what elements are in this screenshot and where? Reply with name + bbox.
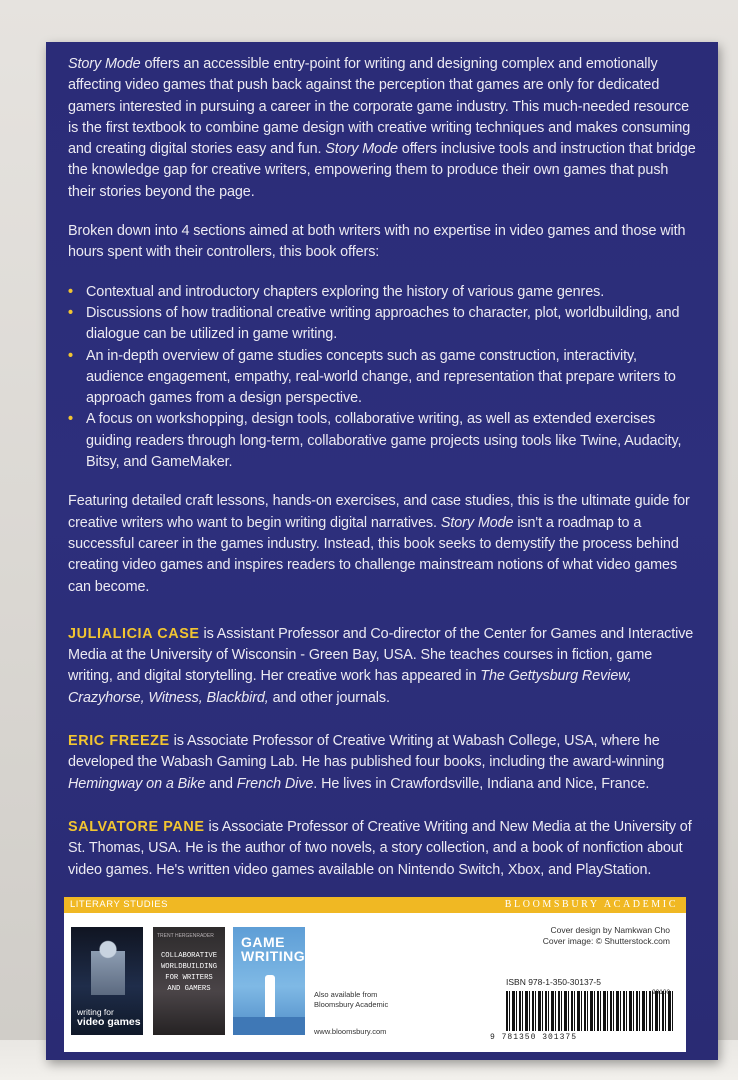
bio-text-1: is Assistant Professor and Co-director of the Center for Games and Interactive Media at the University of Wisconsin - Green Bay, USA. She teaches courses in fiction, game writing, and digital storytelling. Her creative work has appeared in xyxy=(68,625,694,685)
lighthouse-illustration xyxy=(265,975,275,1019)
sections-paragraph: Broken down into 4 sections aimed at both writers with no expertise in video games and those with hours spent with their controllers, this book offers: xyxy=(68,223,686,261)
list-item xyxy=(68,409,696,473)
book-back-cover xyxy=(46,42,718,1060)
publisher-footer xyxy=(64,897,686,1052)
barcode-number: 9 781350 301375 xyxy=(490,1033,578,1042)
list-item-text: Discussions of how traditional creative writing approaches to character, plot, worldbuilding, and dialogue can be utilized in game writing. xyxy=(86,304,680,343)
featuring-text-1: Featuring detailed craft lessons, hands-on exercises, and case studies, this is the ultimate guide for creative writers who want to begin writing digital narratives. xyxy=(68,493,690,531)
sea-illustration xyxy=(233,1017,305,1035)
author-bio-freeze xyxy=(68,731,696,795)
isbn-label: ISBN 978-1-350-30137-5 xyxy=(506,977,601,987)
design-credit: Cover design by Namkwan Cho xyxy=(550,925,670,935)
barcode-addon: 90100 xyxy=(652,989,671,996)
bullet-icon: • xyxy=(68,304,73,321)
barcode-graphic xyxy=(506,991,674,1031)
intro-paragraph xyxy=(68,54,696,203)
bullet-icon: • xyxy=(68,283,73,300)
cover-title: COLLABORATIVE WORLDBUILDING FOR WRITERS AND GAMERS xyxy=(160,952,218,993)
bullet-icon: • xyxy=(68,347,73,364)
related-book-cover xyxy=(153,927,225,1035)
bio-text: is Associate Professor of Creative Writing and New Media at the University of St. Thomas, USA. He is the author of two novels, a story collection, and a book of nonfiction about video games. He's written video games available on Nintendo Switch, Xbox, and PlayStation. xyxy=(68,818,692,878)
cover-author: TRENT HERGENRADER xyxy=(157,933,214,939)
also-available-text: Also available from Bloomsbury Academic xyxy=(314,990,389,1009)
journal-list: The Gettysburg Review, Crazyhorse, Witness, Blackbird, xyxy=(68,668,632,706)
image-credit: Cover image: © Shutterstock.com xyxy=(542,936,670,946)
list-item-text: An in-depth overview of game studies concepts such as game construction, interactivity, audience engagement, empathy, real-world change, and representation that prepare writers to approach games from a design perspective. xyxy=(86,347,676,407)
related-book-cover xyxy=(71,927,143,1035)
cover-title: GAME WRITING xyxy=(241,934,305,964)
book-title-mention: Story Mode xyxy=(68,56,141,72)
bio-text-1: is Associate Professor of Creative Writing at Wabash College, USA, where he developed the Wabash Gaming Lab. He has published four books, including the award-winning xyxy=(68,733,665,771)
feature-list xyxy=(68,282,696,474)
bio-text-2: . He lives in Crawfordsville, Indiana and Nice, France. xyxy=(313,775,650,792)
list-item xyxy=(68,303,696,346)
book-title-mention: Story Mode xyxy=(440,514,514,531)
category-label: LITERARY STUDIES xyxy=(70,899,168,910)
robot-illustration xyxy=(91,935,125,1007)
author-bio-pane xyxy=(68,817,696,881)
intro-text-1: offers an accessible entry-point for writing and designing complex and emotionally affecting video games that push back against the perception that games are only for dedicated gamers interested in pursuing a career in the corporate game industry. This much-needed resource is the first textbook to combine game design with creative writing techniques and makes consuming and creating digital stories easy and fun. xyxy=(68,56,691,158)
bio-text-2: and other journals. xyxy=(268,689,390,706)
book-title-mention: Story Mode xyxy=(325,141,398,158)
list-item-text: Contextual and introductory chapters exploring the history of various game genres. xyxy=(86,283,605,300)
list-item xyxy=(68,282,696,303)
author-name: SALVATORE PANE xyxy=(68,818,205,835)
featuring-paragraph xyxy=(68,491,696,597)
publisher-label: BLOOMSBURY ACADEMIC xyxy=(504,899,678,910)
author-name: JULIALICIA CASE xyxy=(68,625,200,642)
author-bio-case xyxy=(68,624,696,709)
related-book-cover xyxy=(233,927,305,1035)
bio-and: and xyxy=(205,775,237,792)
cover-title: writing for video games xyxy=(77,1007,141,1028)
category-band xyxy=(64,897,686,913)
book-work-2: French Dive xyxy=(236,775,314,792)
barcode-area xyxy=(478,977,678,1047)
book-work-1: Hemingway on a Bike xyxy=(68,775,206,792)
blurb-content xyxy=(68,54,696,903)
featuring-text-2: isn't a roadmap to a successful career in the games industry. Instead, this book seeks to demystify the process behind creating video games and inspires readers to challenge mainstream notions of what video games can become. xyxy=(68,514,679,595)
list-item-text: A focus on workshopping, design tools, collaborative writing, as well as extended exercises guiding readers through long-term, collaborative game projects using tools like Twine, Audacity, Bitsy, and GameMaker. xyxy=(86,411,682,471)
bullet-icon: • xyxy=(68,411,73,428)
author-name: ERIC FREEZE xyxy=(68,733,170,750)
list-item xyxy=(68,346,696,410)
intro-text-2: offers inclusive tools and instruction that bridge the knowledge gap for creative writers, empowering them to produce their own games that push their stories beyond the page. xyxy=(68,141,696,200)
publisher-website: www.bloomsbury.com xyxy=(314,1027,387,1036)
cover-credits xyxy=(543,925,670,947)
